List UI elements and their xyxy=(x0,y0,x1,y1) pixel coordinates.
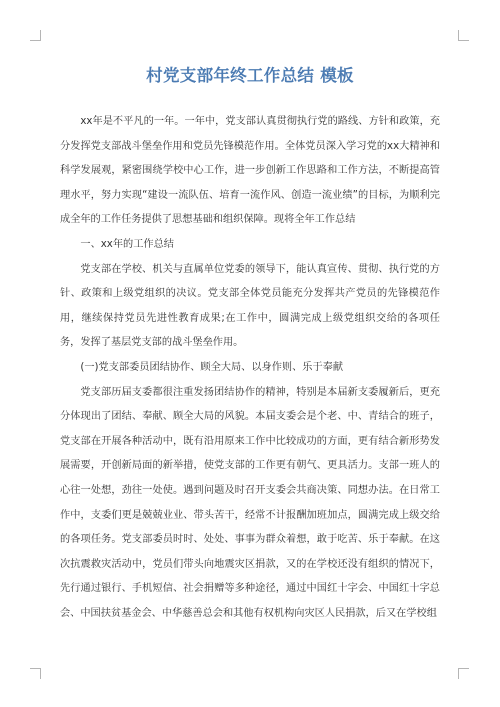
crop-mark-top-right xyxy=(458,30,469,41)
paragraph-section-1: 党支部在学校、机关与直属单位党委的领导下，能认真宣传、贯彻、执行党的方针、政策和上级党组织的决议。党支部全体党员能充分发挥共产党员的先锋模范作用，继续保持党员先进性教育成果;在工作中，圆满完成上级党组织交给的各项任务，发挥了基层党支部的战斗堡垒作用。 xyxy=(60,263,440,349)
subsection-heading: (一)党支部委员团结协作、顾全大局、以身作则、乐于奉献 xyxy=(80,361,344,373)
document-title: 村党支部年终工作总结 模板 xyxy=(146,66,354,85)
paragraph-intro: xx年是不平凡的一年。一年中，党支部认真贯彻执行党的路线、方针和政策，充分发挥党支部战斗堡垒作用和党员先锋模范作用。全体党员深入学习党的xx大精神和科学发展观，紧密围绕学校中心工作，进一步创新工作思路和工作方法，不断提高管理水平，努力实现“建设一流队伍、培育一流作风、创造一流业绩”的目标，为顺利完成全年的工作任务提供了思想基础和组织保障。现将全年工作总结 xyxy=(60,116,440,226)
crop-mark-bottom-left xyxy=(30,668,41,679)
document-body xyxy=(60,110,440,626)
crop-mark-top-left xyxy=(30,30,41,41)
crop-mark-bottom-right xyxy=(458,668,469,679)
paragraph-subsection-1: 党支部历届支委都很注重发扬团结协作的精神，特别是本届新支委履新后，更充分体现出了团结、奉献、顾全大局的风貌。本届支委会是个老、中、青结合的班子，党支部在开展各种活动中，既有沿用原来工作中比较成功的方面，更有结合新形势发展需要，开创新局面的新举措，使党支部的工作更有朝气、更具活力。支部一班人的心往一处想，劲往一处使。遇到问题及时召开支委会共商决策、同想办法。在日常工作中，支委们更是兢兢业业、带头苦干，经常不计报酬加班加点，圆满完成上级交给的各项任务。党支部委员时时、处处、事事为群众着想，敢于吃苦、乐于奉献。在这次抗震救灾活动中，党员们带头向地震灾区捐款，又的在学校还没有组织的情况下，先行通过银行、手机短信、社会捐赠等多种途径，通过中国红十字会、中国红十字总会、中国扶贫基金会、中华慈善总会和其他有权机构向灾区人民捐款，后又在学校组 xyxy=(60,386,440,619)
section-heading: 一、xx年的工作总结 xyxy=(80,238,174,250)
